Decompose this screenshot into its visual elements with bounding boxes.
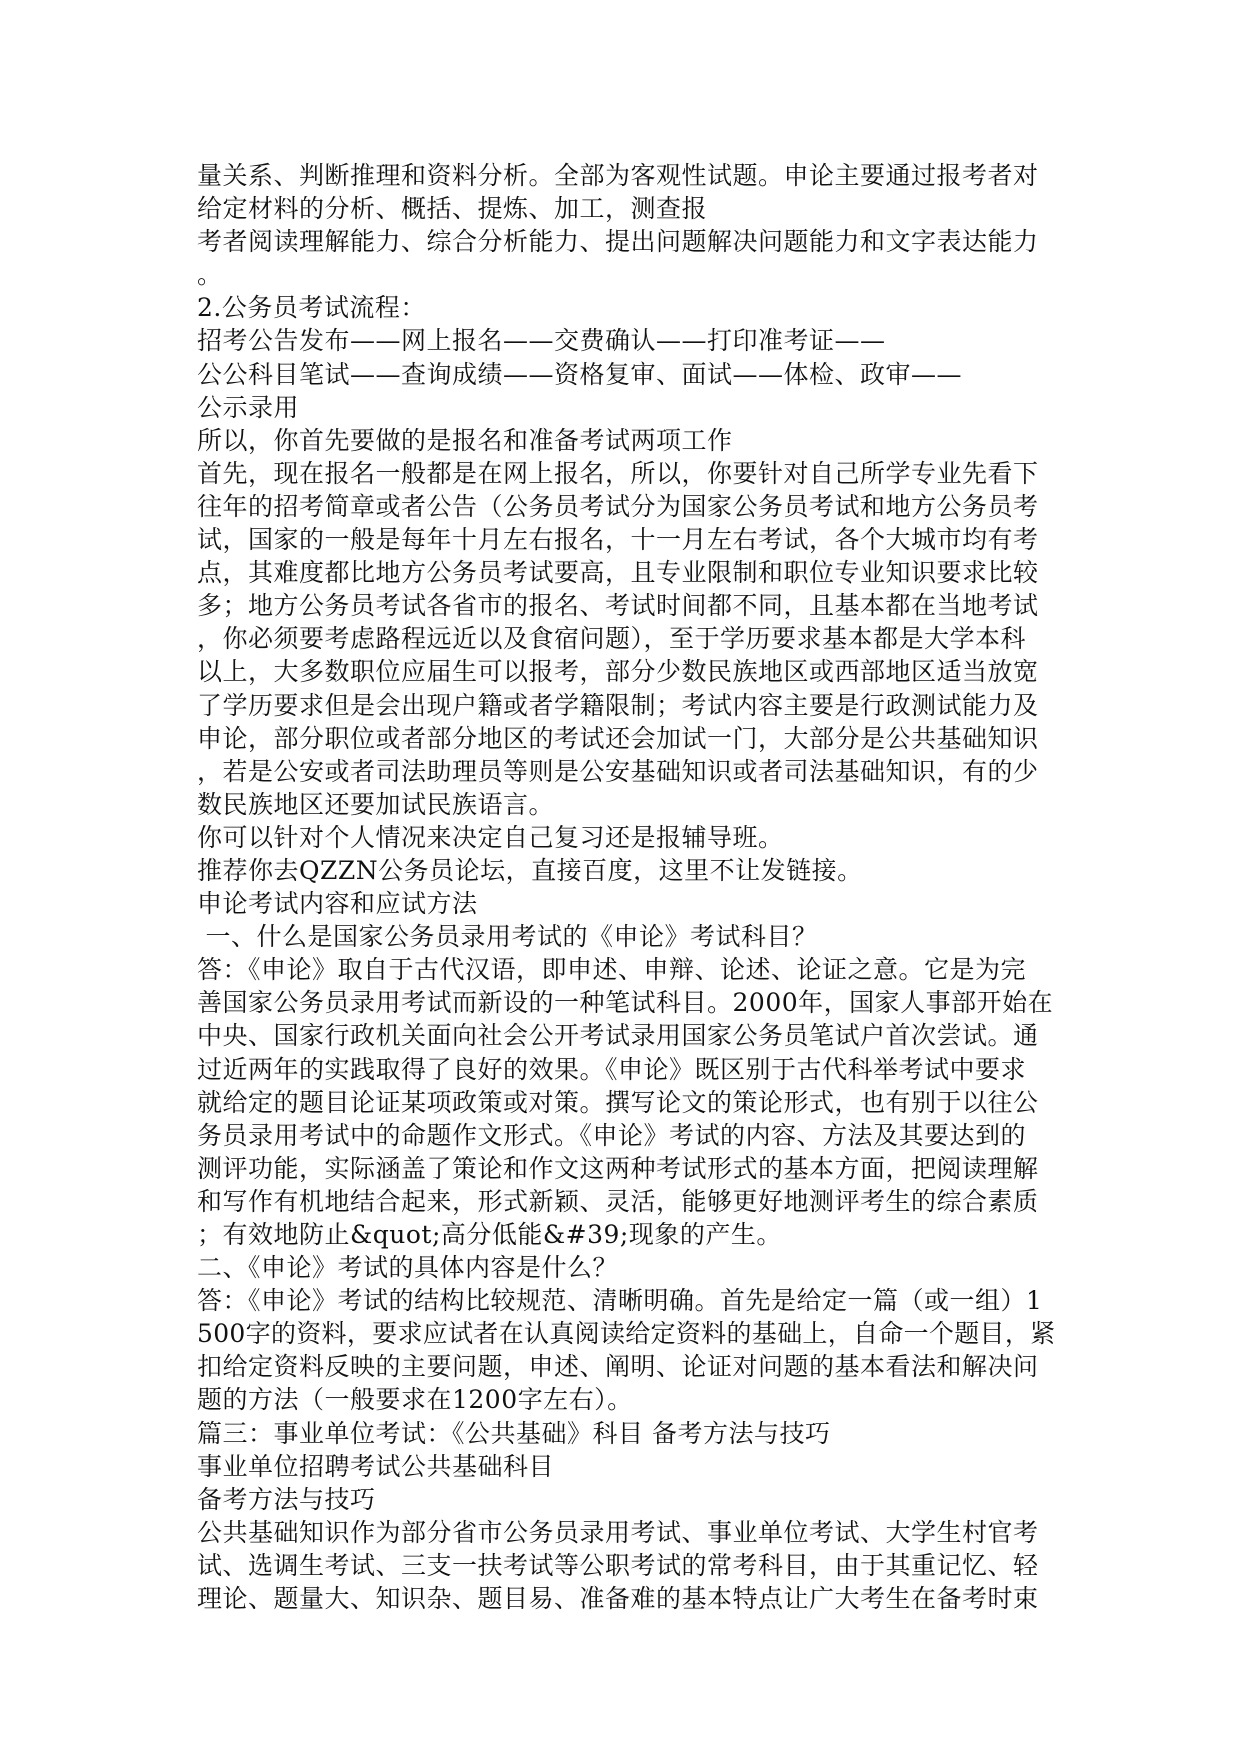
text-line: 答：《申论》考试的结构比较规范、清晰明确。首先是给定一篇（或一组）1 xyxy=(197,1286,1043,1316)
text-line: 数民族地区还要加试民族语言。 xyxy=(197,789,555,819)
text-line: 考者阅读理解能力、综合分析能力、提出问题解决问题能力和文字表达能力 xyxy=(197,227,1039,257)
text-line: 点，其难度都比地方公务员考试要高，且专业限制和职位专业知识要求比较 xyxy=(197,558,1039,588)
text-line: 你可以针对个人情况来决定自己复习还是报辅导班。 xyxy=(197,822,784,852)
text-line: 和写作有机地结合起来，形式新颖、灵活，能够更好地测评考生的综合素质 xyxy=(197,1186,1039,1216)
text-line: 招考公告发布——网上报名——交费确认——打印准考证—— xyxy=(197,326,886,356)
text-line: 务员录用考试中的命题作文形式。《申论》考试的内容、方法及其要达到的 xyxy=(197,1120,1027,1150)
text-line: 试、选调生考试、三支一扶考试等公职考试的常考科目，由于其重记忆、轻 xyxy=(197,1550,1039,1580)
text-line: 事业单位招聘考试公共基础科目 xyxy=(197,1451,555,1481)
text-line: 公公科目笔试——查询成绩——资格复审、面试——体检、政审—— xyxy=(197,359,963,389)
text-line: 过近两年的实践取得了良好的效果。《申论》既区别于古代科举考试中要求 xyxy=(197,1054,1027,1084)
text-line: 首先，现在报名一般都是在网上报名，所以，你要针对自己所学专业先看下 xyxy=(197,458,1039,488)
text-line: 善国家公务员录用考试而新设的一种笔试科目。2000年，国家人事部开始在 xyxy=(197,988,1054,1018)
text-line: 以上，大多数职位应届生可以报考，部分少数民族地区或西部地区适当放宽 xyxy=(197,657,1039,687)
text-line: 了学历要求但是会出现户籍或者学籍限制；考试内容主要是行政测试能力及 xyxy=(197,690,1039,720)
text-line: 500字的资料，要求应试者在认真阅读给定资料的基础上，自命一个题目，紧 xyxy=(197,1319,1056,1349)
text-line: 中央、国家行政机关面向社会公开考试录用国家公务员笔试户首次尝试。通 xyxy=(197,1021,1039,1051)
text-line: 就给定的题目论证某项政策或对策。撰写论文的策论形式，也有别于以往公 xyxy=(197,1087,1039,1117)
text-line: 量关系、判断推理和资料分析。全部为客观性试题。申论主要通过报考者对 xyxy=(197,161,1039,190)
text-line: 题的方法（一般要求在1200字左右）。 xyxy=(197,1385,633,1415)
text-line: ，若是公安或者司法助理员等则是公安基础知识或者司法基础知识，有的少 xyxy=(197,756,1039,786)
text-line: 给定材料的分析、概括、提炼、加工，测查报 xyxy=(197,194,708,224)
text-line: 扣给定资料反映的主要问题，申述、阐明、论证对问题的基本看法和解决问 xyxy=(197,1352,1039,1382)
text-line: 申论，部分职位或者部分地区的考试还会加试一门，大部分是公共基础知识 xyxy=(197,723,1039,753)
text-line: 试，国家的一般是每年十月左右报名，十一月左右考试，各个大城市均有考 xyxy=(197,525,1039,555)
text-line: 一、什么是国家公务员录用考试的《申论》考试科目？ xyxy=(197,922,818,952)
text-line: 公共基础知识作为部分省市公务员录用考试、事业单位考试、大学生村官考 xyxy=(197,1517,1039,1547)
text-line: 测评功能，实际涵盖了策论和作文这两种考试形式的基本方面，把阅读理解 xyxy=(197,1153,1039,1183)
text-line: ，你必须要考虑路程远近以及食宿问题），至于学历要求基本都是大学本科 xyxy=(197,624,1027,654)
text-line: 公示录用 xyxy=(197,392,300,422)
text-line: 多；地方公务员考试各省市的报名、考试时间都不同，且基本都在当地考试 xyxy=(197,591,1039,621)
text-line: 所以，你首先要做的是报名和准备考试两项工作 xyxy=(197,425,733,455)
text-line: 。 xyxy=(197,260,223,290)
text-line: 二、《申论》考试的具体内容是什么？ xyxy=(197,1253,619,1283)
text-line: 往年的招考简章或者公告（公务员考试分为国家公务员考试和地方公务员考 xyxy=(197,491,1039,521)
text-line: 篇三：事业单位考试：《公共基础》科目 备考方法与技巧 xyxy=(197,1418,831,1448)
document-body xyxy=(197,159,1057,1615)
text-line: 备考方法与技巧 xyxy=(197,1484,376,1514)
text-line: 2.公务员考试流程： xyxy=(197,293,426,323)
text-line: 申论考试内容和应试方法 xyxy=(197,889,478,919)
text-line: 推荐你去QZZN公务员论坛，直接百度，这里不让发链接。 xyxy=(197,855,863,885)
text-line: 理论、题量大、知识杂、题目易、准备难的基本特点让广大考生在备考时束 xyxy=(197,1584,1039,1614)
text-line: 答：《申论》取自于古代汉语，即申述、申辩、论述、论证之意。它是为完 xyxy=(197,955,1027,985)
text-line: ；有效地防止&quot;高分低能&#39;现象的产生。 xyxy=(197,1220,782,1249)
